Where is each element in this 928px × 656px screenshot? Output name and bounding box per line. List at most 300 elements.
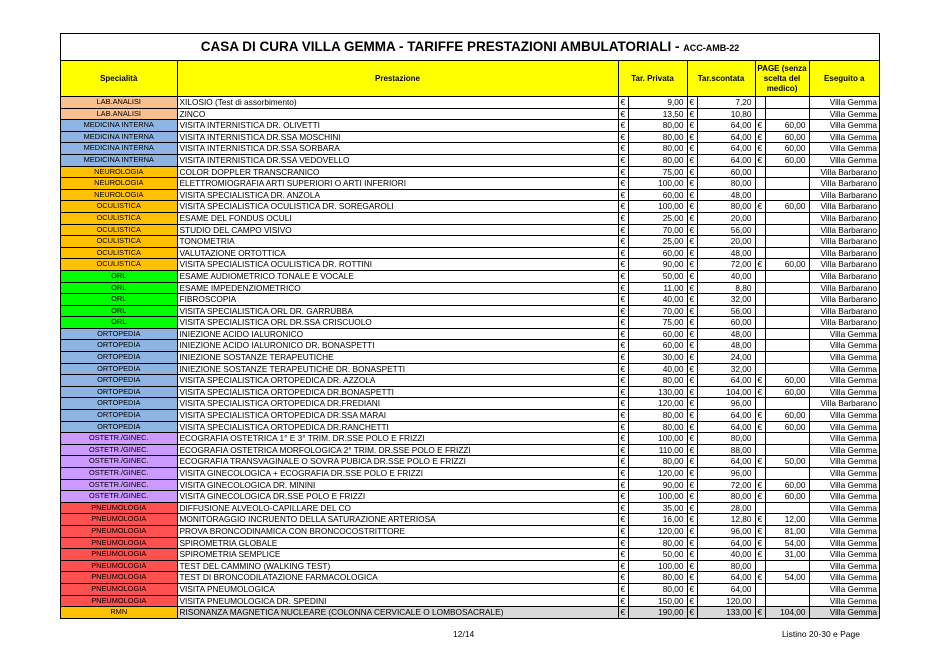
- euro-sign: €: [618, 143, 628, 155]
- euro-sign: €: [618, 468, 628, 480]
- euro-sign: €: [755, 549, 765, 561]
- eseguito-cell: Villa Gemma: [809, 479, 879, 491]
- euro-sign: €: [618, 317, 628, 329]
- euro-sign: €: [618, 305, 628, 317]
- eseguito-cell: Villa Gemma: [809, 560, 879, 572]
- table-row: [61, 247, 879, 259]
- tar-scontata-cell: 48,00: [697, 247, 755, 259]
- page-cell: [765, 317, 809, 329]
- euro-sign: €: [618, 363, 628, 375]
- euro-sign: €: [755, 456, 765, 468]
- tar-scontata-cell: 7,20: [697, 97, 755, 109]
- euro-sign: [755, 224, 765, 236]
- euro-sign: [755, 433, 765, 445]
- tar-scontata-cell: 88,00: [697, 444, 755, 456]
- table-row: [61, 514, 879, 526]
- tar-scontata-cell: 96,00: [697, 468, 755, 480]
- page-cell: [765, 247, 809, 259]
- tar-scontata-cell: 64,00: [697, 410, 755, 422]
- euro-sign: €: [687, 595, 697, 607]
- tar-scontata-cell: 60,00: [697, 317, 755, 329]
- eseguito-cell: Villa Gemma: [809, 537, 879, 549]
- table-row: [61, 595, 879, 607]
- prestazione-cell: XILOSIO (Test di assorbimento): [177, 97, 618, 109]
- euro-sign: €: [687, 468, 697, 480]
- page-cell: 12,00: [765, 514, 809, 526]
- page-cell: [765, 236, 809, 248]
- euro-sign: [755, 363, 765, 375]
- table-row: [61, 97, 879, 109]
- prestazione-cell: VISITA SPECIALISTICA ORTOPEDICA DR.FREDIANI: [177, 398, 618, 410]
- euro-sign: €: [618, 549, 628, 561]
- euro-sign: €: [687, 386, 697, 398]
- specialita-cell: MEDICINA INTERNA: [61, 131, 177, 143]
- tar-scontata-cell: 24,00: [697, 352, 755, 364]
- euro-sign: €: [687, 560, 697, 572]
- table-row: [61, 549, 879, 561]
- table-row: [61, 583, 879, 595]
- table-row: [61, 421, 879, 433]
- euro-sign: [755, 468, 765, 480]
- header-page: PAGE (senza scelta del medico): [755, 61, 809, 97]
- euro-sign: €: [618, 444, 628, 456]
- euro-sign: €: [687, 340, 697, 352]
- tar-scontata-cell: 64,00: [697, 120, 755, 132]
- eseguito-cell: Villa Barbarano: [809, 270, 879, 282]
- euro-sign: €: [687, 317, 697, 329]
- euro-sign: €: [687, 328, 697, 340]
- eseguito-cell: Villa Gemma: [809, 525, 879, 537]
- euro-sign: €: [687, 502, 697, 514]
- tar-privata-cell: 120,00: [628, 398, 687, 410]
- euro-sign: €: [687, 537, 697, 549]
- prestazione-cell: STUDIO DEL CAMPO VISIVO: [177, 224, 618, 236]
- specialita-cell: PNEUMOLOGIA: [61, 583, 177, 595]
- eseguito-cell: Villa Gemma: [809, 583, 879, 595]
- page-cell: [765, 468, 809, 480]
- eseguito-cell: Villa Barbarano: [809, 212, 879, 224]
- eseguito-cell: Villa Gemma: [809, 108, 879, 120]
- tar-privata-cell: 80,00: [628, 421, 687, 433]
- eseguito-cell: Villa Gemma: [809, 595, 879, 607]
- euro-sign: €: [618, 259, 628, 271]
- tar-scontata-cell: 40,00: [697, 270, 755, 282]
- euro-sign: [755, 212, 765, 224]
- euro-sign: €: [687, 514, 697, 526]
- euro-sign: [755, 305, 765, 317]
- page-cell: 60,00: [765, 120, 809, 132]
- euro-sign: €: [618, 595, 628, 607]
- tar-privata-cell: 50,00: [628, 549, 687, 561]
- tar-scontata-cell: 12,80: [697, 514, 755, 526]
- specialita-cell: OSTETR./GINEC.: [61, 444, 177, 456]
- tar-privata-cell: 80,00: [628, 154, 687, 166]
- euro-sign: €: [618, 607, 628, 618]
- eseguito-cell: Villa Gemma: [809, 444, 879, 456]
- euro-sign: €: [755, 479, 765, 491]
- euro-sign: €: [618, 166, 628, 178]
- tar-privata-cell: 80,00: [628, 143, 687, 155]
- eseguito-cell: Villa Gemma: [809, 572, 879, 584]
- euro-sign: [755, 328, 765, 340]
- page-cell: 60,00: [765, 410, 809, 422]
- table-row: [61, 201, 879, 213]
- eseguito-cell: Villa Barbarano: [809, 178, 879, 190]
- table-row: [61, 282, 879, 294]
- tar-scontata-cell: 72,00: [697, 259, 755, 271]
- page-cell: [765, 502, 809, 514]
- euro-sign: €: [618, 502, 628, 514]
- page-cell: [765, 224, 809, 236]
- prestazione-cell: INIEZIONE SOSTANZE TERAPEUTICHE DR. BONASPETTI: [177, 363, 618, 375]
- tar-privata-cell: 80,00: [628, 131, 687, 143]
- page-cell: [765, 363, 809, 375]
- eseguito-cell: Villa Gemma: [809, 340, 879, 352]
- eseguito-cell: Villa Barbarano: [809, 317, 879, 329]
- tar-privata-cell: 100,00: [628, 491, 687, 503]
- euro-sign: €: [687, 143, 697, 155]
- tar-privata-cell: 120,00: [628, 468, 687, 480]
- tar-scontata-cell: 32,00: [697, 363, 755, 375]
- table-row: [61, 259, 879, 271]
- prestazione-cell: VISITA SPECIALISTICA OCULISTICA DR. ROTTINI: [177, 259, 618, 271]
- euro-sign: €: [687, 410, 697, 422]
- page-cell: [765, 108, 809, 120]
- tar-privata-cell: 80,00: [628, 410, 687, 422]
- euro-sign: €: [618, 154, 628, 166]
- tar-scontata-cell: 64,00: [697, 131, 755, 143]
- tar-scontata-cell: 64,00: [697, 572, 755, 584]
- euro-sign: €: [687, 178, 697, 190]
- tar-scontata-cell: 80,00: [697, 178, 755, 190]
- prestazione-cell: TONOMETRIA: [177, 236, 618, 248]
- euro-sign: [755, 583, 765, 595]
- specialita-cell: ORTOPEDIA: [61, 398, 177, 410]
- tar-privata-cell: 75,00: [628, 317, 687, 329]
- price-table: [61, 61, 879, 618]
- prestazione-cell: VISITA SPECIALISTICA ORTOPEDICA DR. AZZOLA: [177, 375, 618, 387]
- tar-privata-cell: 35,00: [628, 502, 687, 514]
- prestazione-cell: VISITA GINECOLOGICA + ECOGRAFIA DR.SSE POLO E FRIZZI: [177, 468, 618, 480]
- table-row: [61, 375, 879, 387]
- table-row: [61, 108, 879, 120]
- euro-sign: €: [755, 375, 765, 387]
- euro-sign: €: [687, 166, 697, 178]
- euro-sign: €: [687, 479, 697, 491]
- specialita-cell: ORL: [61, 270, 177, 282]
- page-cell: 81,00: [765, 525, 809, 537]
- euro-sign: [755, 97, 765, 109]
- prestazione-cell: COLOR DOPPLER TRANSCRANICO: [177, 166, 618, 178]
- page-cell: [765, 560, 809, 572]
- eseguito-cell: Villa Gemma: [809, 386, 879, 398]
- prestazione-cell: ESAME DEL FONDUS OCULI: [177, 212, 618, 224]
- prestazione-cell: PROVA BRONCODINAMICA CON BRONCOCOSTRITTORE: [177, 525, 618, 537]
- prestazione-cell: VISITA SPECIALISTICA DR. ANZOLA: [177, 189, 618, 201]
- eseguito-cell: Villa Gemma: [809, 154, 879, 166]
- page-cell: 60,00: [765, 259, 809, 271]
- tar-privata-cell: 100,00: [628, 433, 687, 445]
- euro-sign: [755, 247, 765, 259]
- table-row: [61, 120, 879, 132]
- eseguito-cell: Villa Barbarano: [809, 166, 879, 178]
- euro-sign: €: [755, 491, 765, 503]
- list-name: Listino 20-30 e Page: [782, 629, 860, 639]
- euro-sign: €: [687, 433, 697, 445]
- tar-privata-cell: 60,00: [628, 189, 687, 201]
- tar-privata-cell: 60,00: [628, 247, 687, 259]
- eseguito-cell: Villa Gemma: [809, 514, 879, 526]
- table-row: [61, 491, 879, 503]
- page-cell: 60,00: [765, 491, 809, 503]
- euro-sign: €: [755, 421, 765, 433]
- page-cell: [765, 352, 809, 364]
- tar-scontata-cell: 64,00: [697, 583, 755, 595]
- table-row: [61, 236, 879, 248]
- euro-sign: €: [687, 282, 697, 294]
- prestazione-cell: VISITA SPECIALISTICA ORL DR.SSA CRISCUOLO: [177, 317, 618, 329]
- euro-sign: €: [618, 120, 628, 132]
- euro-sign: €: [618, 398, 628, 410]
- eseguito-cell: Villa Gemma: [809, 421, 879, 433]
- table-row: [61, 502, 879, 514]
- euro-sign: €: [755, 572, 765, 584]
- tar-privata-cell: 60,00: [628, 328, 687, 340]
- euro-sign: €: [755, 410, 765, 422]
- page-cell: 50,00: [765, 456, 809, 468]
- table-row: [61, 386, 879, 398]
- euro-sign: €: [618, 224, 628, 236]
- specialita-cell: OCULISTICA: [61, 212, 177, 224]
- euro-sign: €: [618, 201, 628, 213]
- euro-sign: €: [687, 525, 697, 537]
- eseguito-cell: Villa Gemma: [809, 97, 879, 109]
- page-cell: [765, 189, 809, 201]
- prestazione-cell: VISITA GINECOLOGICA DR. MININI: [177, 479, 618, 491]
- tar-scontata-cell: 60,00: [697, 166, 755, 178]
- prestazione-cell: VISITA INTERNISTICA DR.SSA SORBARA: [177, 143, 618, 155]
- prestazione-cell: VISITA PNEUMOLOGICA: [177, 583, 618, 595]
- tar-privata-cell: 90,00: [628, 479, 687, 491]
- tar-privata-cell: 75,00: [628, 166, 687, 178]
- euro-sign: €: [618, 410, 628, 422]
- specialita-cell: ORTOPEDIA: [61, 352, 177, 364]
- specialita-cell: MEDICINA INTERNA: [61, 120, 177, 132]
- specialita-cell: ORTOPEDIA: [61, 421, 177, 433]
- title-main: CASA DI CURA VILLA GEMMA - TARIFFE PRESTAZIONI AMBULATORIALI -: [200, 39, 684, 54]
- euro-sign: €: [618, 525, 628, 537]
- euro-sign: €: [687, 131, 697, 143]
- eseguito-cell: Villa Barbarano: [809, 294, 879, 306]
- page-number: 12/14: [453, 629, 475, 639]
- tar-privata-cell: 150,00: [628, 595, 687, 607]
- table-row: [61, 224, 879, 236]
- euro-sign: [755, 189, 765, 201]
- page-cell: [765, 270, 809, 282]
- euro-sign: [755, 352, 765, 364]
- euro-sign: €: [618, 421, 628, 433]
- specialita-cell: ORTOPEDIA: [61, 375, 177, 387]
- eseguito-cell: Villa Gemma: [809, 410, 879, 422]
- euro-sign: [755, 282, 765, 294]
- table-row: [61, 456, 879, 468]
- page-cell: 54,00: [765, 537, 809, 549]
- specialita-cell: OSTETR./GINEC.: [61, 479, 177, 491]
- tar-scontata-cell: 48,00: [697, 340, 755, 352]
- page-cell: 31,00: [765, 549, 809, 561]
- prestazione-cell: VISITA SPECIALISTICA ORL DR. GARRUBBA: [177, 305, 618, 317]
- euro-sign: €: [755, 131, 765, 143]
- tar-scontata-cell: 80,00: [697, 201, 755, 213]
- tar-privata-cell: 60,00: [628, 340, 687, 352]
- euro-sign: €: [618, 270, 628, 282]
- eseguito-cell: Villa Barbarano: [809, 282, 879, 294]
- table-row: [61, 537, 879, 549]
- euro-sign: €: [618, 514, 628, 526]
- specialita-cell: PNEUMOLOGIA: [61, 502, 177, 514]
- tar-scontata-cell: 40,00: [697, 549, 755, 561]
- table-row: [61, 525, 879, 537]
- tar-privata-cell: 25,00: [628, 236, 687, 248]
- specialita-cell: OCULISTICA: [61, 247, 177, 259]
- euro-sign: €: [755, 120, 765, 132]
- specialita-cell: OSTETR./GINEC.: [61, 468, 177, 480]
- tar-privata-cell: 30,00: [628, 352, 687, 364]
- prestazione-cell: MONITORAGGIO INCRUENTO DELLA SATURAZIONE ARTERIOSA: [177, 514, 618, 526]
- tar-scontata-cell: 133,00: [697, 607, 755, 618]
- euro-sign: €: [687, 294, 697, 306]
- specialita-cell: MEDICINA INTERNA: [61, 143, 177, 155]
- table-row: [61, 410, 879, 422]
- document-title: [61, 34, 879, 61]
- prestazione-cell: VISITA SPECIALISTICA ORTOPEDICA DR.BONASPETTI: [177, 386, 618, 398]
- euro-sign: [755, 178, 765, 190]
- specialita-cell: ORL: [61, 305, 177, 317]
- tar-scontata-cell: 8,80: [697, 282, 755, 294]
- table-row: [61, 143, 879, 155]
- euro-sign: €: [618, 212, 628, 224]
- tar-scontata-cell: 80,00: [697, 560, 755, 572]
- eseguito-cell: Villa Gemma: [809, 352, 879, 364]
- tar-privata-cell: 80,00: [628, 375, 687, 387]
- specialita-cell: NEUROLOGIA: [61, 189, 177, 201]
- page-cell: 60,00: [765, 201, 809, 213]
- euro-sign: [755, 560, 765, 572]
- euro-sign: [755, 398, 765, 410]
- page-cell: [765, 97, 809, 109]
- tar-privata-cell: 80,00: [628, 583, 687, 595]
- euro-sign: €: [618, 247, 628, 259]
- euro-sign: €: [687, 201, 697, 213]
- specialita-cell: PNEUMOLOGIA: [61, 549, 177, 561]
- eseguito-cell: Villa Barbarano: [809, 201, 879, 213]
- page-cell: [765, 398, 809, 410]
- table-row: [61, 317, 879, 329]
- specialita-cell: PNEUMOLOGIA: [61, 514, 177, 526]
- page-cell: [765, 212, 809, 224]
- euro-sign: €: [618, 386, 628, 398]
- euro-sign: €: [687, 491, 697, 503]
- euro-sign: €: [618, 340, 628, 352]
- page-cell: [765, 282, 809, 294]
- prestazione-cell: ELETTROMIOGRAFIA ARTI SUPERIORI O ARTI INFERIORI: [177, 178, 618, 190]
- tar-scontata-cell: 56,00: [697, 224, 755, 236]
- euro-sign: €: [687, 607, 697, 618]
- page-cell: [765, 178, 809, 190]
- euro-sign: €: [618, 282, 628, 294]
- table-row: [61, 479, 879, 491]
- tar-scontata-cell: 120,00: [697, 595, 755, 607]
- specialita-cell: ORTOPEDIA: [61, 340, 177, 352]
- specialita-cell: OCULISTICA: [61, 201, 177, 213]
- prestazione-cell: ECOGRAFIA OSTETRICA MORFOLOGICA 2° TRIM. DR.SSE POLO E FRIZZI: [177, 444, 618, 456]
- euro-sign: €: [755, 154, 765, 166]
- tar-privata-cell: 9,00: [628, 97, 687, 109]
- page-cell: [765, 294, 809, 306]
- euro-sign: €: [687, 120, 697, 132]
- page-cell: [765, 328, 809, 340]
- page-cell: 60,00: [765, 479, 809, 491]
- eseguito-cell: Villa Gemma: [809, 468, 879, 480]
- specialita-cell: LAB.ANALISI: [61, 97, 177, 109]
- tar-privata-cell: 50,00: [628, 270, 687, 282]
- specialita-cell: ORTOPEDIA: [61, 410, 177, 422]
- table-row: [61, 305, 879, 317]
- header-specialita: Specialità: [61, 61, 177, 97]
- tar-privata-cell: 16,00: [628, 514, 687, 526]
- specialita-cell: OSTETR./GINEC.: [61, 433, 177, 445]
- euro-sign: €: [687, 421, 697, 433]
- prestazione-cell: VISITA SPECIALISTICA OCULISTICA DR. SOREGAROLI: [177, 201, 618, 213]
- euro-sign: €: [755, 537, 765, 549]
- eseguito-cell: Villa Gemma: [809, 491, 879, 503]
- tar-scontata-cell: 48,00: [697, 189, 755, 201]
- euro-sign: €: [687, 398, 697, 410]
- tar-scontata-cell: 64,00: [697, 375, 755, 387]
- euro-sign: [755, 340, 765, 352]
- specialita-cell: PNEUMOLOGIA: [61, 595, 177, 607]
- euro-sign: €: [687, 270, 697, 282]
- euro-sign: €: [618, 456, 628, 468]
- page-cell: [765, 595, 809, 607]
- page-cell: 60,00: [765, 421, 809, 433]
- euro-sign: €: [618, 560, 628, 572]
- eseguito-cell: Villa Gemma: [809, 607, 879, 618]
- euro-sign: €: [618, 294, 628, 306]
- euro-sign: [755, 108, 765, 120]
- tar-scontata-cell: 10,80: [697, 108, 755, 120]
- specialita-cell: OCULISTICA: [61, 224, 177, 236]
- euro-sign: €: [687, 224, 697, 236]
- prestazione-cell: VISITA INTERNISTICA DR.SSA VEDOVELLO: [177, 154, 618, 166]
- eseguito-cell: Villa Barbarano: [809, 247, 879, 259]
- euro-sign: [755, 270, 765, 282]
- table-row: [61, 572, 879, 584]
- prestazione-cell: ZINCO: [177, 108, 618, 120]
- specialita-cell: ORL: [61, 282, 177, 294]
- eseguito-cell: Villa Barbarano: [809, 305, 879, 317]
- specialita-cell: PNEUMOLOGIA: [61, 525, 177, 537]
- tar-scontata-cell: 96,00: [697, 398, 755, 410]
- euro-sign: €: [687, 247, 697, 259]
- tar-scontata-cell: 28,00: [697, 502, 755, 514]
- eseguito-cell: Villa Gemma: [809, 549, 879, 561]
- euro-sign: [755, 236, 765, 248]
- table-row: [61, 468, 879, 480]
- eseguito-cell: Villa Barbarano: [809, 236, 879, 248]
- eseguito-cell: Villa Barbarano: [809, 189, 879, 201]
- table-row: [61, 166, 879, 178]
